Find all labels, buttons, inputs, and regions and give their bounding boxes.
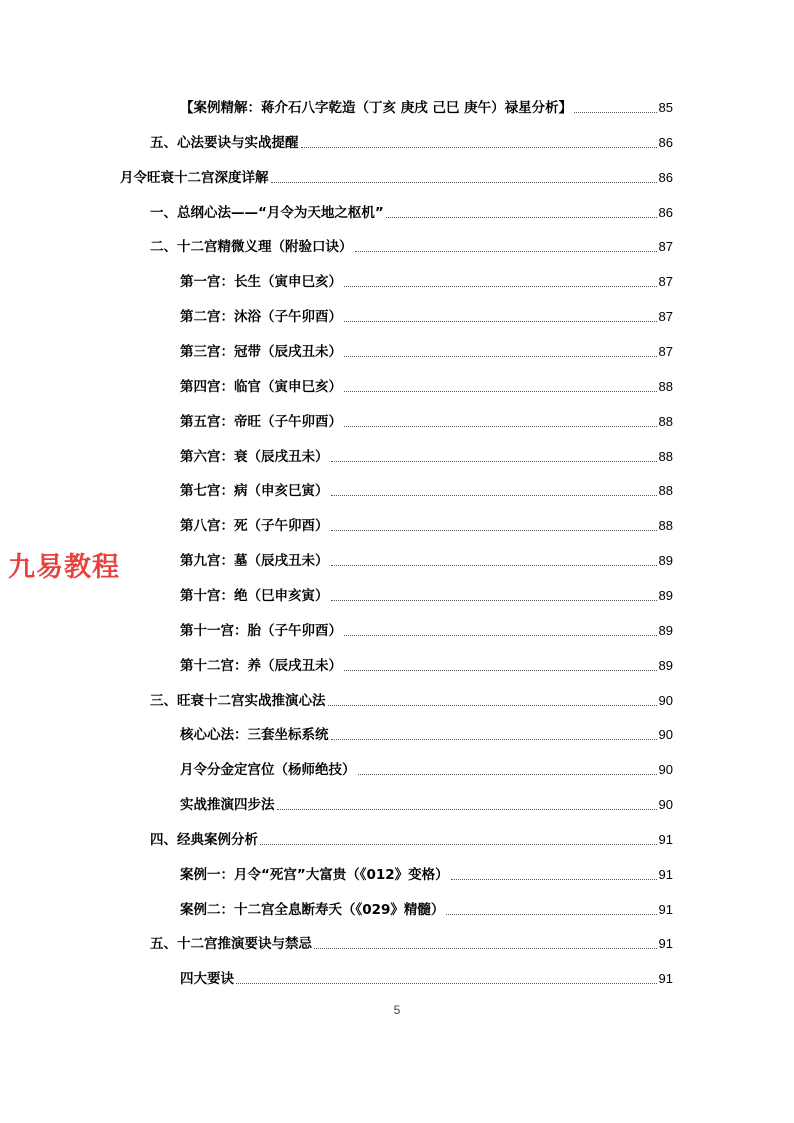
toc-entry-title: 第四宫：临官（寅申巳亥） xyxy=(180,378,342,395)
toc-entry-page: 86 xyxy=(658,134,673,150)
toc-entry-page: 90 xyxy=(658,692,673,708)
toc-entry-title: 三、旺衰十二宫实战推演心法 xyxy=(150,692,326,709)
toc-entry[interactable] xyxy=(180,413,673,431)
toc-entry-title: 第十宫：绝（巳申亥寅） xyxy=(180,587,329,604)
dot-leader xyxy=(344,356,657,357)
toc-entry-title: 第九宫：墓（辰戌丑未） xyxy=(180,553,329,569)
dot-leader xyxy=(344,321,657,322)
toc-entry-page: 89 xyxy=(658,587,673,603)
toc-entry-title: 四、经典案例分析 xyxy=(150,831,258,848)
toc-entry[interactable] xyxy=(150,238,673,256)
toc-entry[interactable] xyxy=(180,448,673,466)
toc-entry-page: 86 xyxy=(658,169,673,185)
page-number: 5 xyxy=(393,1003,401,1017)
toc-entry-page: 91 xyxy=(658,936,673,952)
dot-leader xyxy=(331,600,657,601)
toc-entry-title: 案例一：月令“死宫”大富贵（《012》变格） xyxy=(180,866,449,883)
dot-leader xyxy=(451,879,657,880)
dot-leader xyxy=(344,426,657,427)
toc-entry-title: 核心心法：三套坐标系统 xyxy=(180,727,329,744)
dot-leader xyxy=(344,391,657,392)
toc-entry[interactable] xyxy=(150,204,673,222)
toc-entry-title: 第七宫：病（申亥巳寅） xyxy=(180,483,329,500)
toc-entry-title: 五、十二宫推演要诀与禁忌 xyxy=(150,936,312,953)
dot-leader xyxy=(344,286,657,287)
toc-entry-page: 91 xyxy=(658,866,673,882)
dot-leader xyxy=(328,705,657,706)
toc-entry[interactable] xyxy=(180,343,673,361)
toc-entry-page: 85 xyxy=(658,100,673,115)
toc-entry-page: 88 xyxy=(658,483,673,499)
toc-entry-title: 【案例精解：蒋介石八字乾造（丁亥 庚戌 己巳 庚午）禄星分析】 xyxy=(180,100,573,116)
dot-leader xyxy=(277,809,657,810)
toc-entry-title: 案例二：十二宫全息断寿夭（《029》精髓） xyxy=(180,901,445,918)
toc-entry-title: 第十二宫：养（辰戌丑未） xyxy=(180,657,342,674)
toc-entry-title: 第三宫：冠带（辰戌丑未） xyxy=(180,344,342,360)
toc-entry[interactable] xyxy=(180,901,673,919)
toc-entry[interactable] xyxy=(180,761,673,779)
watermark: 九易教程 xyxy=(8,552,120,583)
toc-entry-title: 四大要诀 xyxy=(180,971,234,988)
dot-leader xyxy=(331,565,657,566)
toc-entry[interactable] xyxy=(180,622,673,640)
toc-entry-page: 87 xyxy=(658,344,673,359)
toc-entry[interactable] xyxy=(180,587,673,605)
dot-leader xyxy=(331,530,657,531)
toc-entry-title: 第一宫：长生（寅申巳亥） xyxy=(180,274,342,291)
toc-entry-title: 二、十二宫精微义理（附验口诀） xyxy=(150,239,353,256)
toc-entry-title: 月令旺衰十二宫深度详解 xyxy=(120,169,269,186)
toc-entry[interactable] xyxy=(150,692,673,710)
toc-entry-title: 一、总纲心法——“月令为天地之枢机” xyxy=(150,204,384,221)
dot-leader xyxy=(358,774,657,775)
toc-entry[interactable] xyxy=(180,378,673,396)
dot-leader xyxy=(355,251,657,252)
toc-entry-title: 第二宫：沐浴（子午卯酉） xyxy=(180,309,342,326)
toc-entry[interactable] xyxy=(120,169,673,187)
dot-leader xyxy=(260,844,657,845)
toc-entry[interactable] xyxy=(180,970,673,988)
toc-entry[interactable] xyxy=(180,517,673,535)
toc-entry-page: 89 xyxy=(658,553,673,568)
toc-entry-page: 89 xyxy=(658,622,673,638)
dot-leader xyxy=(446,914,656,915)
toc-entry-page: 88 xyxy=(658,378,673,394)
toc-entry-page: 88 xyxy=(658,518,673,534)
toc-entry[interactable] xyxy=(180,482,673,500)
dot-leader xyxy=(331,461,657,462)
toc-entry-page: 88 xyxy=(658,448,673,464)
toc-entry[interactable] xyxy=(180,99,673,117)
toc-entry-page: 90 xyxy=(658,797,673,812)
toc-entry-title: 第六宫：衰（辰戌丑未） xyxy=(180,448,329,465)
toc-entry-title: 第十一宫：胎（子午卯酉） xyxy=(180,622,342,639)
toc-entry[interactable] xyxy=(180,273,673,291)
dot-leader xyxy=(574,112,656,113)
toc-entry-page: 91 xyxy=(658,971,673,987)
toc-entry[interactable] xyxy=(180,726,673,744)
dot-leader xyxy=(386,217,657,218)
toc-entry[interactable] xyxy=(180,796,673,814)
toc-entry-page: 91 xyxy=(658,901,673,917)
toc-entry-title: 月令分金定宫位（杨师绝技） xyxy=(180,762,356,779)
dot-leader xyxy=(301,147,657,148)
toc-entry-page: 89 xyxy=(658,657,673,673)
dot-leader xyxy=(236,983,657,984)
toc-entry-page: 87 xyxy=(658,309,673,325)
toc-entry[interactable] xyxy=(150,935,673,953)
dot-leader xyxy=(344,670,657,671)
toc-entry-page: 90 xyxy=(658,762,673,778)
toc-entry[interactable] xyxy=(180,552,673,570)
toc-entry[interactable] xyxy=(180,866,673,884)
toc-entry[interactable] xyxy=(180,657,673,675)
toc-entry-page: 88 xyxy=(658,413,673,429)
toc-entry[interactable] xyxy=(150,831,673,849)
toc-entry-page: 86 xyxy=(658,204,673,220)
dot-leader xyxy=(331,739,657,740)
dot-leader xyxy=(331,495,657,496)
toc-entry-page: 87 xyxy=(658,274,673,290)
toc-entry-title: 第五宫：帝旺（子午卯酉） xyxy=(180,413,342,430)
toc-entry-page: 87 xyxy=(658,239,673,255)
toc-entry-title: 实战推演四步法 xyxy=(180,797,275,813)
dot-leader xyxy=(271,182,657,183)
toc-entry[interactable] xyxy=(150,134,673,152)
dot-leader xyxy=(314,948,657,949)
toc-entry-page: 91 xyxy=(658,831,673,847)
toc-entry[interactable] xyxy=(180,308,673,326)
toc-entry-title: 第八宫：死（子午卯酉） xyxy=(180,518,329,535)
toc-entry-title: 五、心法要诀与实战提醒 xyxy=(150,134,299,151)
toc-entry-page: 90 xyxy=(658,727,673,743)
dot-leader xyxy=(344,635,657,636)
